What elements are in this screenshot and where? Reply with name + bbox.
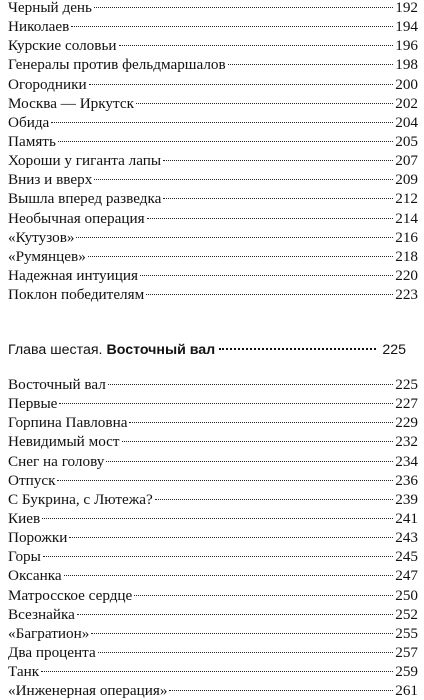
toc-entry [8, 547, 418, 566]
toc-entry-page-number: 255 [395, 624, 418, 642]
toc-entry-title: Курские соловьи [8, 37, 117, 55]
toc-entry [8, 509, 418, 528]
dot-leader [42, 518, 393, 519]
dot-leader [76, 237, 393, 238]
chapter-prefix: Глава шестая. [8, 342, 103, 358]
toc-entry [8, 17, 418, 36]
dot-leader [51, 122, 393, 123]
toc-entry-title: Поклон победителям [8, 286, 145, 304]
toc-entry-page-number: 223 [395, 286, 418, 304]
toc-entry-page-number: 245 [395, 548, 418, 566]
dot-leader [106, 461, 393, 462]
toc-entry-page-number: 212 [395, 190, 418, 208]
toc-entry-title: Черный день [8, 0, 92, 16]
toc-entry [8, 490, 418, 509]
toc-entry-page-number: 205 [395, 132, 418, 150]
toc-entry-title: Два процента [8, 643, 96, 661]
toc-entry-page-number: 196 [395, 37, 418, 55]
toc-entry-title: Надежная интуиция [8, 266, 138, 284]
dot-leader [134, 595, 393, 596]
toc-entry [8, 566, 418, 585]
toc-entry-title: Танк [8, 663, 40, 681]
toc-entry-title: Хороши у гиганта лапы [8, 152, 162, 170]
toc-entry-page-number: 214 [395, 209, 418, 227]
toc-entry [8, 151, 418, 170]
toc-entry-page-number: 261 [395, 682, 418, 700]
toc-entry [8, 55, 418, 74]
toc-entry [8, 528, 418, 547]
toc-entry-page-number: 218 [395, 247, 418, 265]
dot-leader [57, 480, 393, 481]
dot-leader [89, 84, 394, 85]
dot-leader [147, 218, 394, 219]
dot-leader [140, 275, 393, 276]
toc-entry [8, 189, 418, 208]
toc-entry [8, 394, 418, 413]
toc-entry-page-number: 209 [395, 171, 418, 189]
chapter-heading [8, 340, 406, 360]
toc-entry-title: Память [8, 132, 56, 150]
toc-entry-title: «Багратион» [8, 624, 90, 642]
toc-entry [8, 0, 418, 17]
dot-leader [94, 179, 393, 180]
toc-entry-page-number: 239 [395, 490, 418, 508]
dot-leader [71, 26, 393, 27]
toc-entry-title: Матросское сердце [8, 586, 133, 604]
toc-entry [8, 247, 418, 266]
toc-entry-page-number: 250 [395, 586, 418, 604]
toc-entry-title: Николаев [8, 18, 70, 36]
toc-entry-title: Москва — Иркутск [8, 94, 134, 112]
toc-entry-page-number: 232 [395, 433, 418, 451]
toc-entry-page-number: 236 [395, 471, 418, 489]
toc-entry [8, 113, 418, 132]
toc-entry-page-number: 204 [395, 113, 418, 131]
toc-entry-title: Горпина Павловна [8, 414, 128, 432]
toc-entry-page-number: 227 [395, 395, 418, 413]
toc-entry-page-number: 220 [395, 266, 418, 284]
chapter-page-number: 225 [382, 342, 406, 358]
toc-entry [8, 75, 418, 94]
toc-entry-title: Отпуск [8, 471, 56, 489]
dot-leader [94, 7, 393, 8]
toc-entry-title: Порожки [8, 529, 68, 547]
dot-leader [155, 499, 393, 500]
toc-entry [8, 94, 418, 113]
toc-entry-title: Огородники [8, 75, 87, 93]
toc-entry [8, 605, 418, 624]
toc-entry [8, 266, 418, 285]
toc-entry [8, 36, 418, 55]
dot-leader [88, 256, 393, 257]
toc-entry-page-number: 243 [395, 529, 418, 547]
toc-entry-title: «Румянцев» [8, 247, 86, 265]
toc-entry-title: Всезнайка [8, 605, 75, 623]
dot-leader [43, 556, 393, 557]
toc-entry-page-number: 198 [395, 56, 418, 74]
toc-entry-title: Снег на голову [8, 452, 105, 470]
dot-leader [169, 690, 393, 691]
toc-entry-page-number: 202 [395, 94, 418, 112]
toc-entry-page-number: 225 [395, 376, 418, 393]
dot-leader [58, 141, 393, 142]
toc-entry-title: Восточный вал [8, 376, 106, 393]
toc-entry [8, 170, 418, 189]
toc-entry-title: Киев [8, 509, 41, 527]
toc-entry [8, 228, 418, 247]
dot-leader [228, 64, 394, 65]
toc-entry-page-number: 229 [395, 414, 418, 432]
toc-entry-title: Вниз и вверх [8, 171, 93, 189]
dot-leader [146, 294, 393, 295]
toc-entry [8, 662, 418, 681]
toc-entry-title: «Инженерная операция» [8, 682, 168, 700]
toc-entry-page-number: 192 [395, 0, 418, 16]
dot-leader [219, 348, 376, 350]
toc-entry [8, 375, 418, 394]
dot-leader [64, 575, 394, 576]
dot-leader [136, 103, 393, 104]
toc-entry [8, 432, 418, 451]
toc-entry-title: С Букрина, с Лютежа? [8, 490, 153, 508]
toc-entry-title: Необычная операция [8, 209, 145, 227]
dot-leader [163, 160, 393, 161]
chapter-name: Восточный вал [106, 342, 216, 358]
dot-leader [163, 198, 393, 199]
toc-entry-page-number: 259 [395, 663, 418, 681]
dot-leader [108, 384, 393, 385]
toc-entry-title: «Кутузов» [8, 228, 75, 246]
toc-entry-page-number: 241 [395, 509, 418, 527]
toc-entry [8, 452, 418, 471]
toc-entry-title: Первые [8, 395, 58, 413]
toc-entry-page-number: 194 [395, 18, 418, 36]
toc-entry [8, 413, 418, 432]
toc-entry-title: Невидимый мост [8, 433, 120, 451]
dot-leader [122, 441, 394, 442]
dot-leader [41, 671, 393, 672]
dot-leader [69, 537, 393, 538]
toc-entry [8, 471, 418, 490]
toc-entry-page-number: 234 [395, 452, 418, 470]
toc-entry-title: Обида [8, 113, 50, 131]
toc-entry-title: Оксанка [8, 567, 62, 585]
dot-leader [119, 45, 394, 46]
toc-entry-page-number: 252 [395, 605, 418, 623]
toc-entry [8, 285, 418, 304]
toc-entry [8, 643, 418, 662]
dot-leader [98, 652, 393, 653]
dot-leader [91, 633, 393, 634]
toc-entry-title: Вышла вперед разведка [8, 190, 162, 208]
toc-entry [8, 681, 418, 700]
toc-entry-page-number: 247 [395, 567, 418, 585]
dot-leader [129, 422, 393, 423]
toc-entry-page-number: 216 [395, 228, 418, 246]
dot-leader [77, 614, 393, 615]
toc-list-section-1 [8, 0, 418, 304]
toc-entry-title: Генералы против фельдмаршалов [8, 56, 226, 74]
toc-entry [8, 132, 418, 151]
toc-entry-title: Горы [8, 548, 41, 566]
toc-entry-page-number: 257 [395, 643, 418, 661]
toc-entry [8, 624, 418, 643]
toc-entry-page-number: 207 [395, 152, 418, 170]
dot-leader [59, 403, 393, 404]
toc-entry-page-number: 200 [395, 75, 418, 93]
toc-entry [8, 586, 418, 605]
toc-entry [8, 209, 418, 228]
toc-list-section-2 [8, 375, 418, 700]
